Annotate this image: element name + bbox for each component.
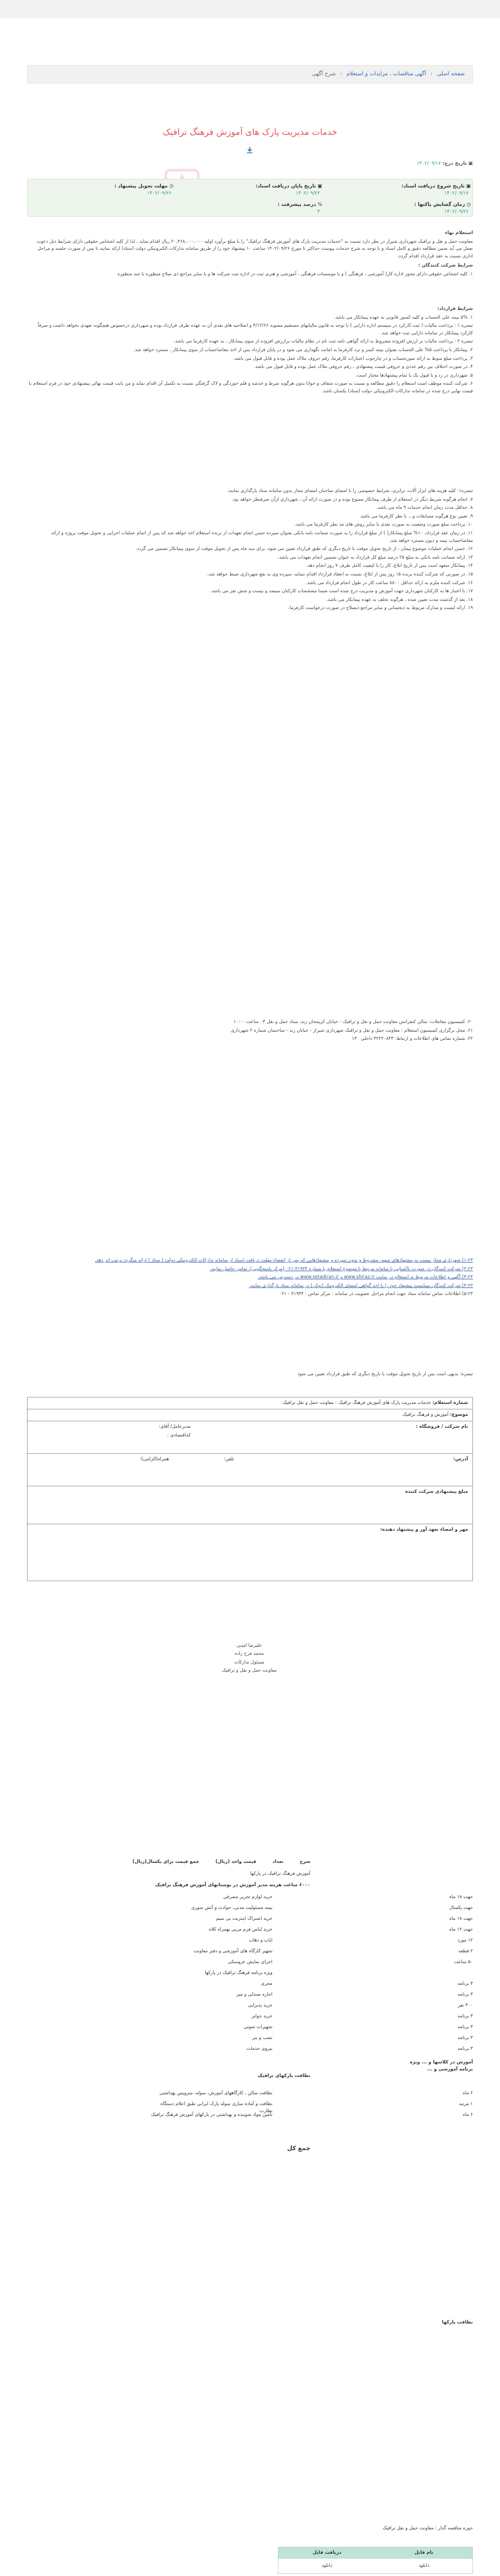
note-item: ۸. حداقل مدت زمان انجام خدمات ۹ ماه می باشد. bbox=[376, 505, 473, 511]
note-item: ۱۶. شرکت کننده ملزم به ارائه حداقل ۸۸۰۰ ساعت کار در طول انجام قرارداد می باشد. bbox=[306, 580, 473, 586]
files-table-row bbox=[278, 2558, 472, 2573]
end-date-value: ۱۴۰۲/۰۹/۲۲ bbox=[295, 191, 320, 197]
price-row-desc: نظافت سالن ، کارگاههای آموزش، سوله، سرویس بهداشتی bbox=[159, 2090, 272, 2096]
form-note bbox=[27, 1371, 473, 1380]
note-item: ۷. انجام هرگونه شریط دیگر در استعلام از ظرف پیمانکار ممنوع بوده و در صورت ارائه آن ، شهرداری ازآن صرفنظر خواهد بود. bbox=[231, 496, 473, 502]
price-row-qty: ۱ مرتبه bbox=[458, 2101, 473, 2107]
footer-contact: حوزه مناقصه گذار : معاونت حمل و نقل ترافیک bbox=[382, 2526, 473, 2531]
progress-value: ۴ bbox=[317, 209, 320, 215]
note-item: ۱۸. بعد از گذشت مدت تعیین شده ، هرگونه تخلف به عهده پیمانکار می باشد. bbox=[326, 597, 473, 603]
price-row bbox=[27, 1959, 473, 1970]
breadcrumb bbox=[27, 65, 473, 83]
note-item: ۱۰. پرداخت مبلغ صورت وضعیت به صورت نقدی یا سایر روش های مد نظر کارفرما می باشد. bbox=[294, 522, 473, 528]
company-field-label: نام شرکت / فروشگاه : bbox=[415, 1424, 468, 1429]
end-date-label: تاریخ پایان دریافت اسناد: bbox=[255, 184, 316, 189]
form-note-text: تبصره: بدیهی است پس از تاریخ تحویل موقت با تاریخ دیگری که طبق قرارداد تعیین می شود bbox=[297, 1371, 473, 1377]
site-line: ۵-۲۳) اطلاعات تماس سامانه ستاد جهت انجام مراحل عضویت در سامانه : مرکز تماس : ۴۱۹۳۴ - ۰۲۱ bbox=[279, 1291, 473, 1297]
progress-label: درصد پیشرفت : bbox=[277, 202, 316, 208]
price-row-desc: تجهیز کارگاه های آموزشی و دفتر معاونت bbox=[193, 1948, 272, 1954]
deadline-value: ۱۴۰۲/۰۹/۲۶ bbox=[147, 191, 172, 197]
amount-field-label: مبلغ پیشنهادی شرکت کننده bbox=[405, 1489, 468, 1494]
breadcrumb-separator-icon: ‹ bbox=[430, 70, 433, 77]
start-date-cell bbox=[324, 182, 473, 198]
contract-term: ۱. ۵% بیمه علی الحساب و کلیه کسور قانونی به عهده پیمانکار می باشد. bbox=[334, 314, 473, 320]
contract-term: ۳. پرداخت مبلغ منوط به ارائه صورتحساب و در چارچوب اعتبارات کارفرما، رقم حروف ملاک عمل بوده و قابل قبول می باشد. bbox=[233, 355, 473, 361]
breadcrumb-home[interactable]: صفحه اصلی bbox=[437, 70, 465, 77]
address-field-label: آدرس: bbox=[453, 1457, 468, 1462]
note-item: تبصره۱: کلیه هزینه های ابزار آلات، ترابری، شرایط خصوصی را با امضای صاحبان امضای مجاز بدون سامانه ستاد بارگذاری نمایند. bbox=[227, 488, 473, 494]
price-row bbox=[27, 1894, 473, 1905]
condition-item: ۱. کلیه اشخاص حقوقی دارای مجوز اداره کار( آموزشی ، فرهنگی ) و یا موسسات فرهنگی ، آموزشی و هنری ثبت در اداره ثبت شرکت ها و یا سایر مراجع ذی صلاح منظوره با چند منظوره bbox=[117, 271, 473, 277]
commission-section bbox=[27, 1019, 473, 1044]
price-row bbox=[27, 2090, 473, 2101]
price-row-desc: ایاب و ذهاب bbox=[249, 1937, 272, 1943]
note-item: ۱۱. در زمان عقد قرارداد، ۱۰% مبلغ پیمانکار( ) از مبلغ قرارداد را به صورت ضمانت نامه بانکی بعنوان سپرده حسن انجام تعهدات از برنده استعلام اخذ خواهد شد که پس از اتمام عملیات اجرایی و تحویل موقت پروژه و ارائه مفاصاحساب بیمه و دیون مسترد خواهد شد. bbox=[51, 530, 473, 543]
price-row-desc: اجرای نمایش عروسکی bbox=[228, 1959, 272, 1965]
publish-date-label: تاریخ درج: bbox=[442, 161, 467, 166]
note-item: ۱۲. حسن انجام عملیات موضوع پیمان ، از تاریخ تحویل موقت با تاریخ دیگری که طبق قرارداد تعیین می شود، برای سه ماه پس از تحویل موقت از سوی پیمانکار تضمین می گردد. bbox=[135, 546, 473, 552]
percent-icon: % bbox=[316, 202, 322, 208]
info-row-2 bbox=[27, 200, 473, 217]
info-line: ۲۱. محل برگزاری کمیسیون استعلام : معاونت حمل و نقل و ترافیک شهرداری شیراز - خیابان زند - ساختمان شماره ۲ شهرداری bbox=[230, 1027, 473, 1033]
contract-term: ۵. شهرداری در رد و یا قبول یک یا تمام پیشنهادها مختار است. bbox=[355, 372, 473, 378]
section-heading: استعلام بهاء bbox=[445, 230, 473, 236]
site-line[interactable]: ۱-۲۳) شهرداری مجاز نیست به پیشنهادهای مبهم، مشروط و بدون سپرده و پیشنهادهایی که پس از انقضاء مهلت دریافت اسناد از سامانه تدارکات الکترونیکی دولت ( ستاد ) ارائه میگردد ترتیب اثر دهد. bbox=[95, 1258, 473, 1263]
price-row-desc: خرید اشتراک اینترنت بی سیم bbox=[216, 1915, 272, 1921]
open-date-cell bbox=[324, 200, 473, 217]
site-line[interactable]: ۲-۲۳) شرکت کنندگان در صورت ناآشنایی با سامانه مرتبط با موضوع استعلام با شماره ۴۱۹۳۴-۰۲۱ (مرکز پاسخگویی)، تماس حاصل نمایند. bbox=[210, 1266, 473, 1272]
price-row-desc: اجاره صندلی و میز bbox=[236, 1991, 272, 1997]
price-row bbox=[27, 1926, 473, 1937]
price-row-qty: ۲ قطعه bbox=[458, 1948, 473, 1954]
note-item: ۱۹. ارائه لیست و مدارک مربوط به ذیحسابی و سایر مراجع ذیصلاح در صورت درخواست کارفرما. bbox=[288, 605, 473, 611]
contract-term: ۲. پیمانکار با پرداخت ۵% علی الحساب بعنوان بیمه کسر و نزد کارفرما به امانت نگهداری می شود و در پایان قرارداد پس از اخذ مفاصاحساب از سوی پیمانکار ، مسترد خواهد شد. bbox=[133, 347, 473, 353]
clock-icon: ◷ bbox=[167, 184, 174, 189]
contract-term: ۴. در صورت اختلاف بین رقم عددی و حروفی قیمت پیشنهادی ، رقم حروفی ملاک عمل بوده و قابل قبول می باشد. bbox=[254, 364, 473, 370]
breadcrumb-tenders[interactable]: آگهی مناقصات ، مزایدات و استعلام bbox=[346, 70, 426, 77]
intro-text: معاونت حمل و نقل و ترافیک شهرداری شیراز در نظر دارد نسبت به "خدمات مدیریت پارک های آموزش فرهنگ ترافیک" را با مبلغ برآورد اولیه ۲۰,۴۶۸,۰۰۰,۰۰۰ ریال اقدام نماید ، لذا از کلیه اشخاص حقوقی دارای شرایط ذیل دعوت بعمل می آید ضمن مطالعه دقیق و کامل اسناد و با توجه به شرح خدمات پیوست حداکثر تا مورخ ۱۴۰۲/۰۹/۲۶ ساعت ۱۰ پیشنهاد خود را از طریق سامانه تدارکات الکترونیکی دولت (ستاد) ارائه نمایند تا پس از صورت جلسه و مراحل اداری نسبت به عقد قرارداد اقدام گردد. bbox=[36, 238, 473, 259]
price-row bbox=[27, 2013, 473, 2024]
price-row-qty: ۳ برنامه bbox=[457, 2035, 473, 2041]
deadline-cell bbox=[27, 182, 176, 198]
price-row-qty: ۱۲ مورد bbox=[457, 1937, 473, 1943]
price-row bbox=[27, 1915, 473, 1926]
cleaning-title: نظافت پارکهای ترافیک bbox=[257, 2073, 310, 2079]
page-title: خدمات مدیریت پارک های آموزش فرهنگ ترافیک bbox=[163, 127, 337, 137]
price-row bbox=[27, 1905, 473, 1915]
phone-field-label: تلفن: bbox=[224, 1457, 234, 1462]
side-label-education: آموزش در کلاسها و ... ویژه برنامه آموزشی و ... bbox=[410, 2060, 473, 2072]
conditions-heading: شرایط شرکت کنندگان : bbox=[418, 263, 473, 269]
signature-line: معاونت حمل و نقل و ترافیک bbox=[222, 1667, 277, 1673]
price-row-desc: ویژه برنامه فرهنگ ترافیک در پارکها bbox=[205, 1970, 272, 1976]
breadcrumb-separator-icon: ‹ bbox=[340, 70, 342, 77]
progress-cell bbox=[176, 200, 324, 217]
service-title: ۶۰۰۰ ساعت هزینه مدیر آموزش در بوستانهای آموزش فرهنگ ترافیک bbox=[155, 1882, 310, 1888]
price-row-qty: جهت ۱۸ ماه bbox=[449, 1894, 473, 1900]
price-row-desc: مجری bbox=[261, 1980, 272, 1986]
start-date-label: تاریخ شروع دریافت اسناد: bbox=[401, 184, 465, 189]
signature-line: علیرضا امینی bbox=[236, 1643, 262, 1648]
form-subject-row bbox=[27, 1409, 472, 1421]
price-row bbox=[27, 2002, 473, 2013]
signature-line: مسئول تدارکات bbox=[234, 1659, 264, 1665]
price-row bbox=[27, 2024, 473, 2035]
form-ref-label: شماره استعلام: bbox=[432, 1400, 468, 1406]
form-company-row[interactable] bbox=[27, 1421, 472, 1454]
calendar-icon: ▣ bbox=[316, 184, 322, 189]
note-item: ۱۵. در صورتی که شرکت کننده برنده ۱۵ روز پس از ابلاغ، نسبت به انعقاد قرارداد اقدام ننماید، سپرده وی به نفع شهرداری ضبط خواهد شد. bbox=[207, 571, 473, 577]
price-row-desc: تأمین مواد شوینده و بهداشتی در پارکهای آموزش فرهنگ ترافیک bbox=[151, 2112, 272, 2118]
contract-term: تبصره ۲ : پرداخت مالیات بر ارزش افزوده مشروط به ارائه گواهی نامه ثبت نام در نظام مالیات برارزش افزوده از سوی پیمانکار ، به عهده کارفرما می باشد. bbox=[173, 339, 473, 345]
form-ref-row bbox=[27, 1397, 472, 1409]
info-line: ۲۰. کمیسیون معاملات: سالن کنفرانس معاونت حمل و نقل و ترافیک - خیابان کریمخان زند، ستاد حمل و نقل ۰۳ ساعت ۱۰:۰۰ bbox=[233, 1019, 473, 1025]
stamp-field-label: مهر و امضاء تعهد آور و پیشنهاد دهنده: bbox=[380, 1527, 468, 1532]
price-row-qty: ۳ برنامه bbox=[457, 1991, 473, 1997]
publish-date-bar bbox=[27, 160, 473, 171]
note-item: ۹. تعیین نوع هرگونه مسابقات و... با نظر کارفرما می باشد. bbox=[359, 513, 473, 519]
site-section bbox=[27, 1257, 473, 1299]
price-items bbox=[27, 1894, 473, 2056]
economic-code-label: کداقتصادی : bbox=[167, 1433, 191, 1438]
price-row bbox=[27, 2046, 473, 2056]
price-row-qty: ۵۰ ساعت bbox=[454, 1959, 473, 1965]
price-row bbox=[27, 2035, 473, 2046]
intro-section bbox=[27, 228, 473, 280]
price-row-desc: خرید لباس فرم مربی بهمراه کلاه bbox=[209, 1926, 272, 1932]
form-subject-label: موضوع: bbox=[450, 1412, 468, 1418]
site-line[interactable]: ۴-۲۳) شرکت کنندگان میبایست پیشنهاد خود را با اخذ گواهی امضای الکترونیک (توکن) در سامانه ستاد بارگذاری نمایند. bbox=[249, 1283, 473, 1289]
price-row bbox=[27, 1980, 473, 1991]
group-title: آموزش فرهنگ ترافیک در پارکها bbox=[250, 1871, 310, 1877]
price-row-desc: نیروی خدمات bbox=[246, 2046, 272, 2051]
contract-heading: شرایط قرارداد: bbox=[437, 306, 473, 312]
end-date-cell bbox=[176, 182, 324, 198]
note-item: ۱۴. پیمانکار متعهد است پس از تاریخ ابلاغ، کار را با کیفیت کامل ظرف ۷ روز انجام دهد. bbox=[306, 563, 473, 569]
site-line[interactable]: ۳-۲۳) آگهی و اطلاعات مربوط به استعلام در سایت www.shiraz.ir و www.setadiran.ir در دسترس می باشد. bbox=[257, 1274, 473, 1280]
note-item: ۱۳. ارائه ضمانت نامه بانکی به مبلغ ۲۵ درصد مبلغ کل قرارداد به عنوان تضمین انجام تعهدات می باشد. bbox=[277, 554, 473, 560]
publish-date-value: ۱۴۰۲/۰۹/۱۷ bbox=[417, 161, 441, 166]
contract-term: تبصره ۱ : پرداخت مالیات ( ثبت کارکرد در سیستم اداره دارایی ) با توجه به قانون مالیاتهای مستقیم مصوبه ۳/۱۲/۶۶ و اصلاحیه های بعدی آن به عهده طرف قرارداد بوده و شهرداری درخصوص هیچگونه تعهدی نخواهد داشت و صرفاً کارکرد پیمانکار در سامانه دارایی ثبت خواهد شد. bbox=[37, 323, 473, 336]
header-qty: تعداد bbox=[272, 1859, 284, 1865]
notes-section bbox=[27, 488, 473, 613]
total-label: جمع کل bbox=[287, 2145, 310, 2152]
price-row-qty: ۳ برنامه bbox=[457, 2013, 473, 2019]
price-row-qty: جهت یکسال bbox=[449, 1905, 473, 1911]
open-date-label: زمان گشایش پاکتها : bbox=[414, 202, 465, 208]
form-subject-value: آموزش و فرهنگ ترافیک bbox=[402, 1412, 449, 1418]
manager-field-label: مدیرعامل/ آقای: bbox=[159, 1424, 191, 1429]
price-row-desc: خرید پذیرایی bbox=[248, 2002, 272, 2008]
top-band bbox=[0, 0, 500, 18]
header-total: جمع قیمت برای یکسال(ریال) bbox=[132, 1859, 199, 1865]
info-row-1 bbox=[27, 182, 473, 198]
calendar-icon: ▣ bbox=[464, 184, 471, 189]
price-row bbox=[27, 1970, 473, 1980]
price-row-qty: ۳۰۰ نفر bbox=[458, 2002, 473, 2008]
contract-term: ۶. شرکت کننده موظف است استعلام را دقیق مطالعه و نسبت به صورت شفاف و خوانا بدون هرگونه شرط و خدشه و قلم خوردگی و لاک گرفتگی نسبت به تکمیل آن اقدام نماید و من بابت قیمت نهائی پیشنهادی خود در فرم استعلام با قیمت نهایی درج شده در سامانه تدارکات الکترونیکی دولت (ستاد) یکسان باشد. bbox=[29, 381, 473, 394]
note-item: ۱۷. با اعتبار ها به کارکنان شهرداری جهت آموزش و مدیریت درج شده است ضمنا مشخصات کارکنان سیصد و بیست و شش نفر می باشد. bbox=[210, 588, 473, 594]
bid-form bbox=[27, 1397, 473, 1581]
files-table bbox=[278, 2547, 473, 2574]
contract-section bbox=[27, 303, 473, 397]
form-ref-value: خدمات مدیریت پارک های آموزش فرهنگ ترافیک - معاونت حمل و نقل ترافیک bbox=[282, 1400, 431, 1406]
price-table-header bbox=[27, 1859, 473, 1865]
price-row-qty: جهت ۱۲ ماه bbox=[449, 1926, 473, 1932]
deadline-label: مهلت تحویل پیشنهاد : bbox=[114, 184, 168, 189]
files-header-name: نام فایل bbox=[414, 2549, 434, 2555]
header-desc: شرح bbox=[300, 1859, 310, 1865]
form-stamp-row[interactable] bbox=[27, 1524, 472, 1582]
file-name-cell: دانلود bbox=[418, 2563, 430, 2569]
price-row-desc: خرید جوایز bbox=[251, 2013, 272, 2019]
clock-icon: ◷ bbox=[465, 202, 471, 208]
price-row-desc: نصب و بنر bbox=[252, 2035, 272, 2041]
form-address-row[interactable] bbox=[27, 1454, 472, 1486]
file-download-link[interactable]: دانلود bbox=[321, 2563, 333, 2569]
price-row bbox=[27, 1937, 473, 1948]
price-row-qty: جهت ۱۸ ماه bbox=[449, 1915, 473, 1921]
price-row-desc: تجهیزات صوتی bbox=[243, 2024, 272, 2030]
cleaning-items bbox=[27, 2090, 473, 2122]
files-table-header bbox=[278, 2547, 472, 2558]
price-row-desc: بیمه مسئولیت مدنی، حوادث و آتش سوزی bbox=[191, 1905, 272, 1911]
mobile-field-label: همراه(الزامی): bbox=[139, 1457, 169, 1462]
start-date-value: ۱۴۰۲/۰۹/۱۷ bbox=[444, 191, 469, 197]
price-row-qty: ۳ برنامه bbox=[457, 2024, 473, 2030]
price-row-qty: ۶ ماه bbox=[463, 2090, 473, 2096]
open-date-value: ۱۴۰۲/۰۹/۲۶ bbox=[444, 209, 469, 215]
price-table bbox=[27, 1859, 473, 2153]
price-row-qty: ۳ برنامه bbox=[457, 2046, 473, 2051]
price-row-desc: نظافت و آماده سازی سوله پارک ایرانی طبق اعلام دستگاه نظارت bbox=[160, 2101, 272, 2114]
price-row bbox=[27, 2112, 473, 2122]
form-amount-row[interactable] bbox=[27, 1486, 472, 1524]
price-row-qty: ۶ ماه bbox=[463, 2112, 473, 2118]
info-line: ۲۲. شماره تماس های اطلاعات و ارتباط: ۳۲۲۲۰۸۳۳ داخلی ۱۳۰ bbox=[352, 1036, 473, 1042]
price-row bbox=[27, 1948, 473, 1959]
files-header-download: دریافت فایل bbox=[313, 2549, 341, 2555]
header-unit: قیمت واحد (ریال) bbox=[215, 1859, 257, 1865]
price-row bbox=[27, 2101, 473, 2112]
price-row bbox=[27, 1991, 473, 2002]
side-label-cleaning: نظافت پارکها bbox=[441, 2320, 473, 2325]
price-row-desc: خرید لوازم تحریر مصرفی bbox=[223, 1894, 272, 1900]
breadcrumb-current: شرح آگهی bbox=[311, 70, 336, 77]
calendar-icon: ▣ bbox=[468, 161, 473, 166]
signature-block bbox=[195, 1642, 303, 1675]
download-icon[interactable] bbox=[246, 146, 254, 154]
signature-line: محمد فرخ زاده bbox=[235, 1651, 264, 1657]
price-row-qty: ۳ برنامه bbox=[457, 1980, 473, 1986]
